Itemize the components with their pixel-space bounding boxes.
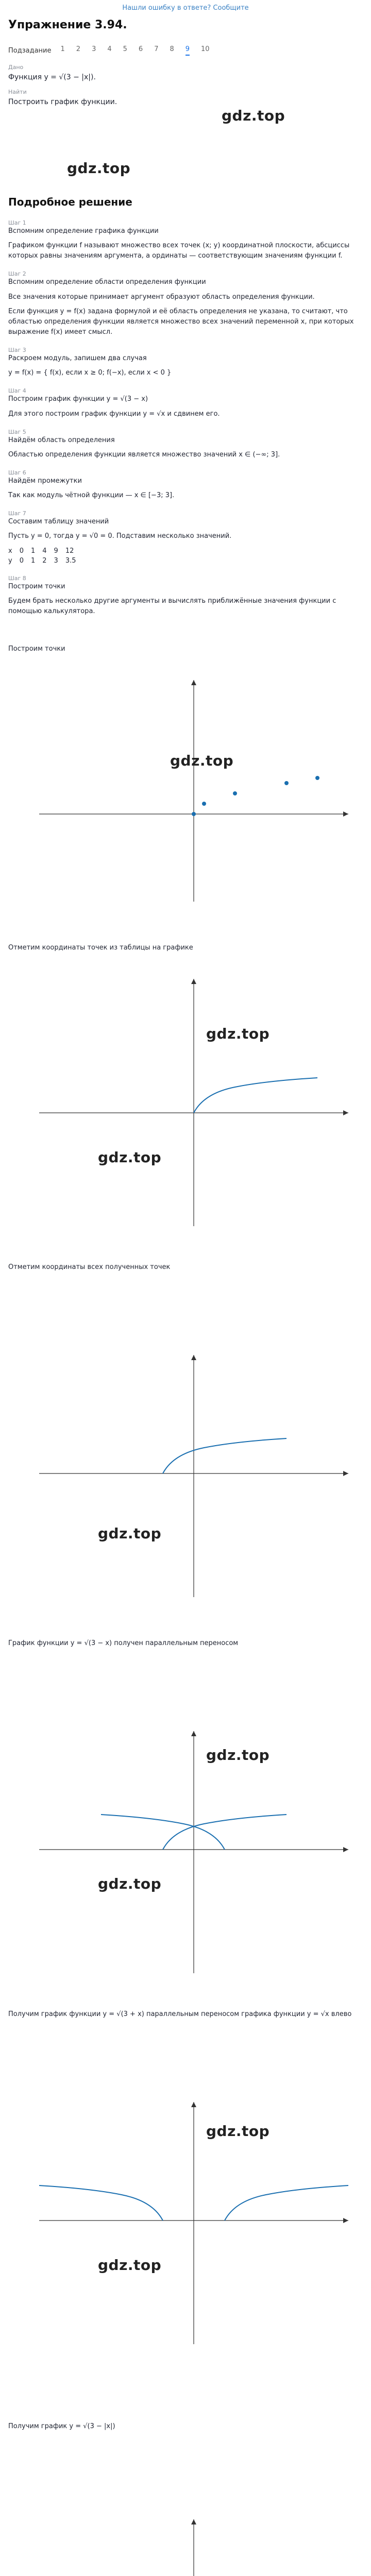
watermark: gdz.top [206, 1025, 270, 1042]
watermark: gdz.top [98, 1149, 162, 1166]
given-text: Функция y = √(3 − |x|). [8, 73, 96, 81]
pager-item[interactable]: 5 [123, 45, 127, 53]
step-text: Построим график функции y = √(3 − x) [8, 395, 148, 403]
step-text: Если функция y = f(x) задана формулой и её область определения не указана, то считают, что областью определения функции является множество всех значений переменной x, при которых выражение f(x) имеет смысл. [8, 307, 354, 336]
table-cell: x [8, 547, 12, 555]
step-text: Построим точки [8, 582, 65, 590]
pager-item[interactable]: 8 [170, 45, 174, 53]
values-table [8, 546, 83, 566]
table-cell: 1 [30, 556, 36, 565]
watermark: gdz.top [98, 1525, 162, 1542]
step-label: Шаг 5 [8, 428, 26, 435]
table-cell: 12 [65, 547, 74, 555]
step-text: Графиком функции f называют множество всех точек (x; y) координатной плоскости, абсциссы которых равны значениям аргумента, а ординаты — соответствующим значениям функции f. [8, 242, 350, 260]
watermark: gdz.top [170, 752, 234, 769]
find-label: Найти [8, 89, 27, 95]
watermark: gdz.top [222, 107, 285, 124]
table-cell: 3.5 [65, 556, 76, 565]
step-label: Шаг 2 [8, 270, 26, 278]
find-text: Построить график функции. [8, 98, 117, 106]
step-text: Вспомним определение графика функции [8, 227, 159, 235]
coordinate-graph [8, 2504, 363, 2576]
page-title: Упражнение 3.94. [8, 19, 127, 31]
table-cell: 9 [54, 547, 58, 555]
step-label: Шаг 4 [8, 387, 26, 395]
report-error-link[interactable]: Нашли ошибку в ответе? Сообщите [122, 4, 249, 12]
graph-caption: Получим график функции y = √(3 + x) параллельным переносом графика функции y = √x влево [8, 2010, 352, 2018]
step-text: Раскроем модуль, запишем два случая [8, 354, 147, 363]
given-label: Дано [8, 64, 24, 71]
pager-item[interactable]: 4 [107, 45, 112, 53]
coordinate-graph [8, 958, 363, 1247]
table-row [8, 556, 83, 566]
solution-title: Подробное решение [8, 196, 132, 208]
step-label: Шаг 7 [8, 510, 26, 517]
table-cell: 2 [42, 556, 47, 565]
pager-item[interactable]: 3 [92, 45, 96, 53]
watermark: gdz.top [67, 160, 131, 177]
step-label: Шаг 3 [8, 347, 26, 354]
table-row [8, 546, 83, 556]
table-cell: y [8, 556, 12, 565]
graph-caption: Построим точки [8, 645, 65, 653]
pager-label: Подзадание [8, 46, 52, 55]
coordinate-graph [8, 659, 363, 917]
step-text: Пусть y = 0, тогда y = √0 = 0. Подставим несколько значений. [8, 532, 232, 540]
steps [8, 216, 363, 617]
step-label: Шаг 6 [8, 469, 26, 476]
step-label: Шаг 1 [8, 219, 26, 226]
pager-item[interactable]: 7 [154, 45, 159, 53]
table-cell: 0 [19, 556, 24, 565]
pager-items [61, 45, 210, 56]
watermark: gdz.top [206, 2123, 270, 2140]
graph-caption: График функции y = √(3 − x) получен параллельным переносом [8, 1639, 239, 1647]
pager-item-active[interactable]: 9 [185, 45, 190, 56]
pager-item[interactable]: 10 [201, 45, 210, 53]
table-cell: 3 [54, 556, 58, 565]
step-text: Найдём область определения [8, 436, 115, 444]
graph-caption: Отметим координаты точек из таблицы на графике [8, 944, 193, 952]
step-text: Все значения которые принимает аргумент образуют область определения функции. [8, 293, 315, 301]
pager-item[interactable]: 6 [138, 45, 143, 53]
step-text: Найдём промежутки [8, 477, 82, 485]
watermark: gdz.top [206, 1747, 270, 1764]
table-cell: 4 [42, 547, 47, 555]
watermark: gdz.top [98, 2257, 162, 2274]
graph-caption: Отметим координаты всех полученных точек [8, 1263, 171, 1271]
coordinate-graph [8, 1340, 363, 1607]
step-text: Для этого построим график функции y = √x и сдвинем его. [8, 410, 220, 418]
watermark: gdz.top [98, 1875, 162, 1892]
step-text: Так как модуль чётной функции — x ∈ [−3; 3]. [8, 492, 175, 500]
subtask-pager [8, 45, 210, 56]
step-text: Составим таблицу значений [8, 518, 109, 526]
coordinate-graph [8, 2087, 363, 2354]
graph-caption: Получим график y = √(3 − |x|) [8, 2422, 115, 2430]
step-text: Областью определения функции является множество значений x ∈ (−∞; 3]. [8, 450, 280, 459]
step-text: Будем брать несколько другие аргументы и вычислять приближённые значения функции с помощью калькулятора. [8, 597, 336, 615]
coordinate-graph [8, 1716, 363, 1984]
pager-item[interactable]: 1 [60, 45, 65, 53]
step-text: y = f(x) = { f(x), если x ≥ 0; f(−x), если x < 0 } [8, 369, 172, 377]
pager-item[interactable]: 2 [76, 45, 81, 53]
table-cell: 0 [19, 547, 24, 555]
table-cell: 1 [30, 547, 36, 555]
step-text: Вспомним определение области определения функции [8, 278, 206, 286]
step-label: Шаг 8 [8, 574, 26, 582]
